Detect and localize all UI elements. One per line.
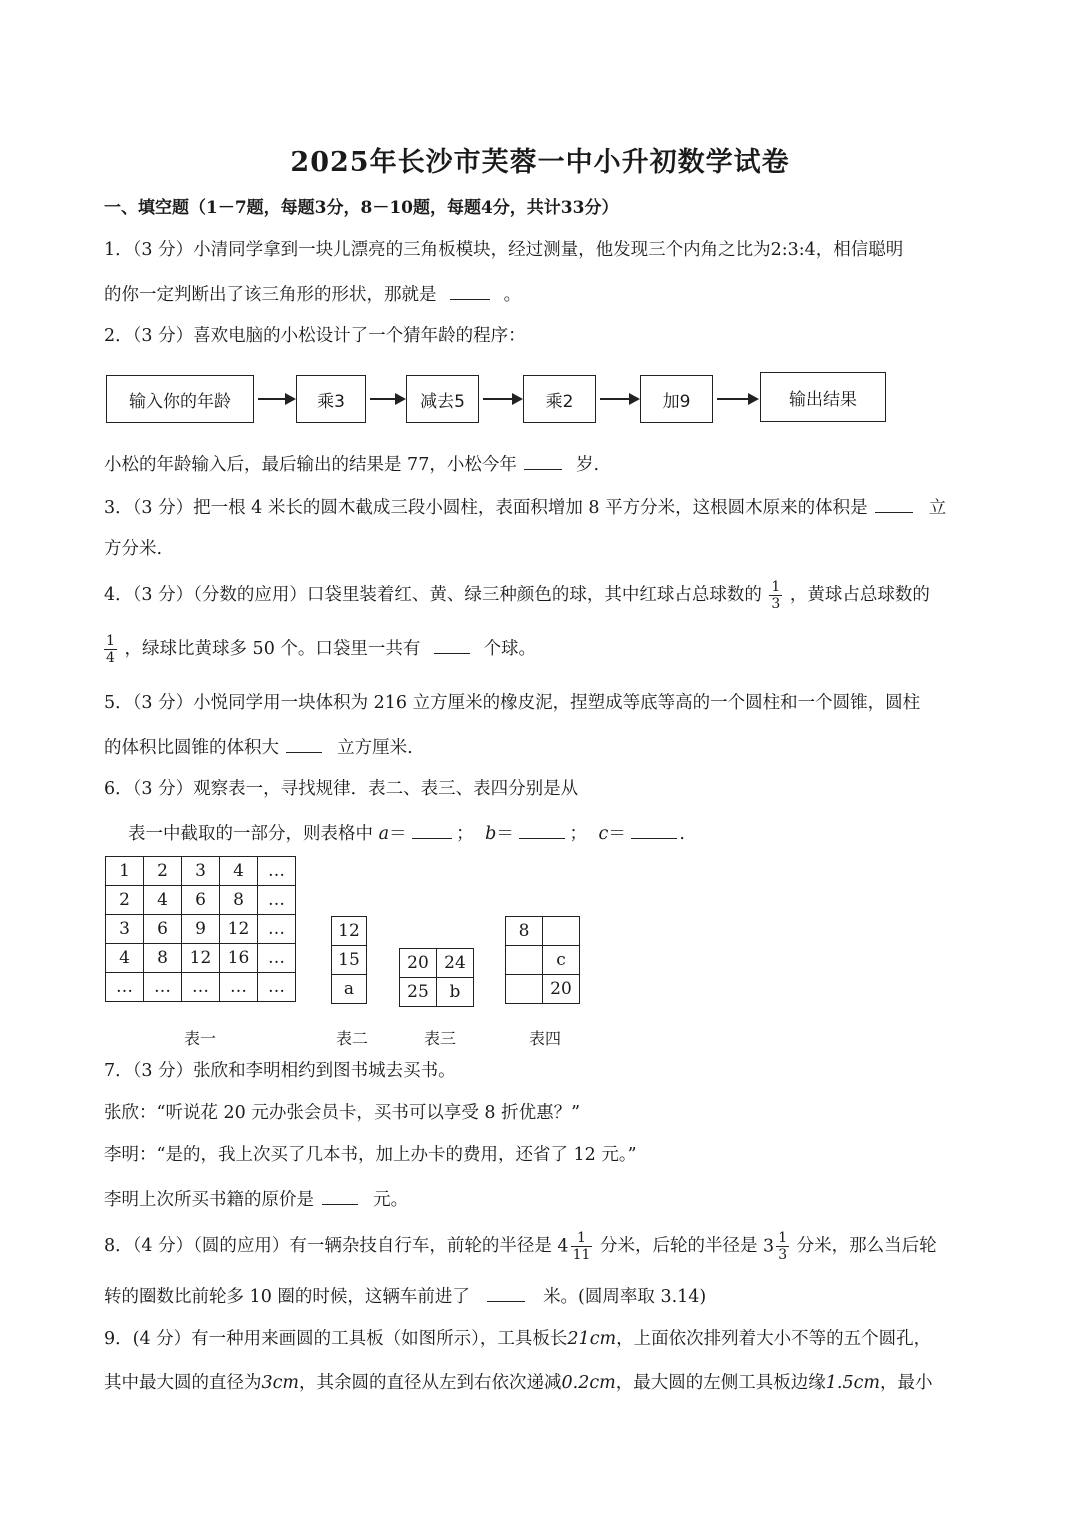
q3-text: 3．（3 分）把一根 4 米长的圆木截成三段小圆柱，表面积增加 8 平方分米，这根圆木原来的体积是 (104, 498, 868, 518)
mixed-fraction-front: $\frac{1}{11}$ (572, 1230, 591, 1263)
flow-box-input: 输入你的年龄 (106, 375, 254, 423)
table1-row (106, 886, 296, 915)
q6-blank-c[interactable] (631, 820, 677, 839)
table1-cell: 2 (106, 886, 144, 915)
table4-cell (506, 975, 543, 1004)
q3-line1 (104, 494, 946, 520)
q7-line3: 李明：“是的，我上次买了几本书，加上办卡的费用，还省了 12 元。” (104, 1145, 637, 1165)
table1-cell: 3 (106, 915, 144, 944)
fraction-one-quarter: $\frac{1}{4}$ (106, 633, 115, 666)
table1-cell: 4 (144, 886, 182, 915)
table4-cell (506, 946, 543, 975)
table2-cell: 12 (332, 917, 367, 946)
q4-line2 (102, 632, 536, 666)
q6-text: 表一中截取的一部分，则表格中 (128, 824, 373, 844)
flow-box-minus5: 减去5 (406, 375, 479, 423)
q5-answer-blank[interactable] (286, 734, 322, 753)
q3-answer-blank[interactable] (875, 494, 913, 513)
table2-cell: 15 (332, 946, 367, 975)
table4-cell (543, 917, 580, 946)
table4-row (506, 917, 580, 946)
q4-end: 个球。 (483, 639, 537, 659)
q7-line1: 7．（3 分）张欣和李明相约到图书城去买书。 (104, 1061, 456, 1081)
q6-blank-a[interactable] (412, 820, 452, 839)
mixed-fraction-rear: $\frac{1}{3}$ (778, 1230, 788, 1263)
q2-answer-blank[interactable] (524, 451, 562, 470)
table3-cell: 25 (400, 978, 437, 1007)
table3-row (400, 978, 474, 1007)
q4-answer-blank[interactable] (434, 635, 470, 654)
flow-box-times2: 乘2 (523, 375, 596, 423)
table1-cell: 3 (182, 857, 220, 886)
var-b: b (485, 824, 497, 844)
q1-line2 (104, 281, 521, 307)
table2-row (332, 917, 367, 946)
table1-row (106, 915, 296, 944)
q4-text-b: ，黄球占总球数的 (789, 585, 930, 605)
q1-answer-blank[interactable] (450, 281, 490, 300)
table1-cell: 6 (182, 886, 220, 915)
table1-cell: 12 (182, 944, 220, 973)
table1-cell: … (106, 973, 144, 1002)
q2-end: 岁. (576, 455, 600, 475)
q8-text-a: 8．（4 分）（圆的应用）有一辆杂技自行车，前轮的半径是 (104, 1236, 552, 1256)
flow-arrow (483, 398, 521, 400)
flow-box-plus9: 加9 (640, 375, 713, 423)
table1-cell: 6 (144, 915, 182, 944)
table2-row (332, 946, 367, 975)
q9-line2: 其中最大圆的直径为3cm，其余圆的直径从左到右依次递减0.2cm，最大圆的左侧工具板边缘1.5cm，最小 (104, 1373, 933, 1393)
flow-arrow (370, 398, 404, 400)
q5-end: 立方厘米. (337, 738, 413, 758)
q9-line1: 9．(4 分）有一种用来画圆的工具板（如图所示），工具板长21cm，上面依次排列着大小不等的五个圆孔， (104, 1329, 932, 1349)
q2-line1: 2．（3 分）喜欢电脑的小松设计了一个猜年龄的程序： (104, 326, 526, 346)
table3-cell: 24 (437, 949, 474, 978)
table1-cell: 9 (182, 915, 220, 944)
table4-cell: 8 (506, 917, 543, 946)
var-a: a (378, 824, 390, 844)
q1-line1: 1．（3 分）小清同学拿到一块儿漂亮的三角板模块，经过测量，他发现三个内角之比为2:3:4，相信聪明 (104, 240, 904, 260)
table1-cell: … (258, 973, 296, 1002)
var-c: c (598, 824, 609, 844)
table4-row (506, 946, 580, 975)
q1-end: 。 (503, 285, 522, 305)
table1-cell: 8 (144, 944, 182, 973)
table-four (505, 916, 580, 1004)
q8-line1: 8．（4 分）（圆的应用）有一辆杂技自行车，前轮的半径是 4 $\frac{1}{11}$ 分米，后轮的半径是 3 $\frac{1}{3}$ 分米，那么当后轮 (104, 1230, 937, 1263)
table2-row (332, 975, 367, 1004)
q4-text-c: ，绿球比黄球多 50 个。口袋里一共有 (124, 639, 421, 659)
q6-line1: 6．（3 分）观察表一，寻找规律．表二、表三、表四分别是从 (104, 779, 579, 799)
table1-cell: … (144, 973, 182, 1002)
table2-cell: a (332, 975, 367, 1004)
table3-cell: b (437, 978, 474, 1007)
q8-text-d: 转的圈数比前轮多 10 圈的时候，这辆车前进了 (104, 1287, 470, 1307)
caption-table-three: 表三 (423, 1029, 456, 1048)
q2-text: 小松的年龄输入后，最后输出的结果是 77，小松今年 (104, 455, 517, 475)
table1-cell: 16 (220, 944, 258, 973)
table1-cell: 2 (144, 857, 182, 886)
table1-cell: … (258, 944, 296, 973)
caption-table-two: 表二 (335, 1029, 368, 1048)
table1-cell: … (258, 857, 296, 886)
q4-line1 (104, 578, 930, 612)
table1-row (106, 857, 296, 886)
q7-line2: 张欣：“听说花 20 元办张会员卡，买书可以享受 8 折优惠？” (104, 1103, 581, 1123)
table3-row (400, 949, 474, 978)
table-three (399, 948, 474, 1007)
table-two (331, 916, 367, 1004)
table4-cell: c (543, 946, 580, 975)
table1-cell: … (220, 973, 258, 1002)
q5-text: 的体积比圆锥的体积大 (104, 738, 279, 758)
q7-line4 (104, 1186, 408, 1212)
q8-text-c: 分米，那么当后轮 (796, 1236, 937, 1256)
table-one (105, 856, 296, 1002)
table1-cell: … (258, 915, 296, 944)
q5-line2 (104, 734, 413, 760)
q1-text: 的你一定判断出了该三角形的形状，那就是 (104, 285, 437, 305)
table1-cell: 4 (106, 944, 144, 973)
q3-unit: 立 (928, 498, 947, 518)
table1-cell: … (258, 886, 296, 915)
q8-end: 米。(圆周率取 3.14) (543, 1287, 707, 1307)
flow-arrow (717, 398, 757, 400)
q7-answer-blank[interactable] (322, 1186, 358, 1205)
q2-line2 (104, 451, 599, 477)
q8-text-b: 分米，后轮的半径是 (599, 1236, 758, 1256)
caption-table-four: 表四 (528, 1029, 561, 1048)
q6-blank-b[interactable] (519, 820, 565, 839)
table3-cell: 20 (400, 949, 437, 978)
caption-table-one: 表一 (183, 1029, 216, 1048)
q3-line2: 方分米. (104, 539, 163, 559)
q7-text: 李明上次所买书籍的原价是 (104, 1190, 314, 1210)
fraction-one-third: $\frac{1}{3}$ (771, 579, 781, 612)
table1-cell: 4 (220, 857, 258, 886)
page-title: 2025年长沙市芙蓉一中小升初数学试卷 (290, 147, 790, 178)
table1-row (106, 944, 296, 973)
section-heading: 一、填空题（1－7题，每题3分，8－10题，每题4分，共计33分） (104, 198, 619, 218)
q6-line2: 表一中截取的一部分，则表格中 a＝ ； b＝ ； c＝ . (128, 820, 685, 846)
q5-line1: 5．（3 分）小悦同学用一块体积为 216 立方厘米的橡皮泥，捏塑成等底等高的一个圆柱和一个圆锥，圆柱 (104, 693, 921, 713)
table1-row (106, 973, 296, 1002)
q8-line2 (104, 1283, 706, 1309)
flow-arrow (600, 398, 638, 400)
table4-row (506, 975, 580, 1004)
q4-text-a: 4．（3 分）（分数的应用）口袋里装着红、黄、绿三种颜色的球，其中红球占总球数的 (104, 585, 762, 605)
flow-box-times3: 乘3 (296, 375, 366, 423)
table1-cell: 1 (106, 857, 144, 886)
flow-box-output: 输出结果 (760, 372, 886, 422)
table1-cell: … (182, 973, 220, 1002)
q7-end: 元。 (373, 1190, 409, 1210)
table1-cell: 8 (220, 886, 258, 915)
table4-cell: 20 (543, 975, 580, 1004)
q9-length: 21cm (567, 1329, 617, 1349)
q8-answer-blank[interactable] (487, 1283, 525, 1302)
flow-arrow (258, 398, 294, 400)
table1-cell: 12 (220, 915, 258, 944)
